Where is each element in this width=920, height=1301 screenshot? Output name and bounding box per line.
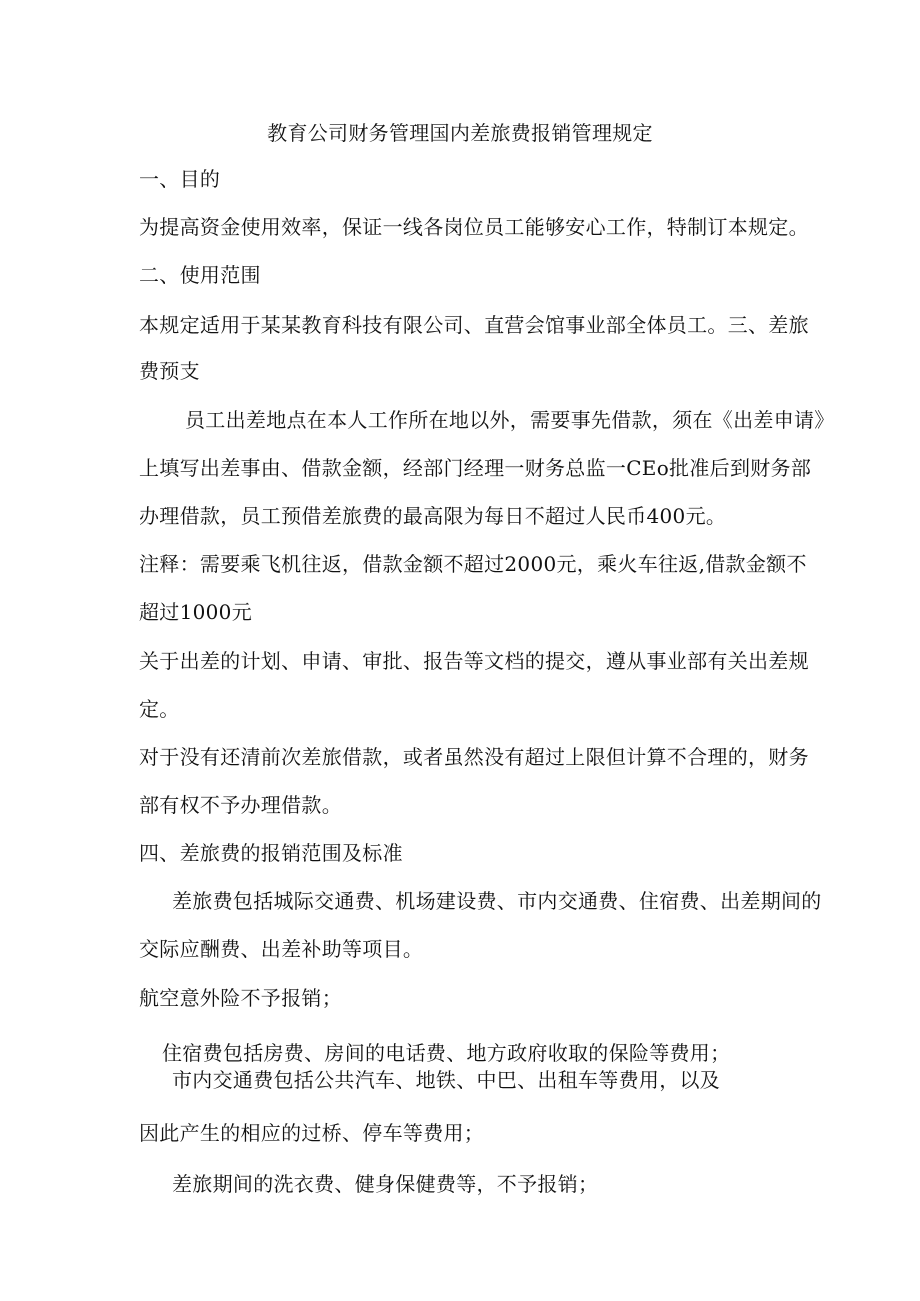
paragraph-line: 差旅期间的洗衣费、健身保健费等，不予报销； (172, 1172, 599, 1196)
section-heading-purpose: 一、目的 (139, 167, 221, 191)
paragraph-line: 定。 (139, 697, 180, 721)
paragraph-line: 因此产生的相应的过桥、停车等费用； (139, 1121, 485, 1145)
paragraph-line: 费预支 (139, 359, 200, 383)
section-heading-scope: 二、使用范围 (139, 263, 261, 287)
paragraph-line: 市内交通费包括公共汽车、地铁、中巴、出租车等费用，以及 (172, 1068, 721, 1092)
paragraph-line: 交际应酬费、出差补助等项目。 (139, 937, 424, 961)
paragraph-line: 办理借款，员工预借差旅费的最高限为每日不超过人民币400元。 (139, 504, 727, 528)
paragraph-line: 员工出差地点在本人工作所在地以外，需要事先借款，须在《出差申请》 (185, 408, 835, 432)
document-title: 教育公司财务管理国内差旅费报销管理规定 (267, 121, 653, 145)
paragraph-line: 部有权不予办理借款。 (139, 793, 342, 817)
paragraph-line: 对于没有还清前次差旅借款，或者虽然没有超过上限但计算不合理的，财务 (139, 745, 809, 769)
paragraph-line: 差旅费包括城际交通费、机场建设费、市内交通费、住宿费、出差期间的 (172, 889, 822, 913)
paragraph-line: 为提高资金使用效率，保证一线各岗位员工能够安心工作，特制订本规定。 (139, 215, 809, 239)
paragraph-line: 航空意外险不予报销； (139, 986, 342, 1010)
note-line: 注释：需要乘飞机往返，借款金额不超过2000元，乘火车往返,借款金额不 (139, 552, 807, 576)
paragraph-line: 关于出差的计划、申请、审批、报告等文档的提交，遵从事业部有关出差规 (139, 649, 809, 673)
paragraph-line: 上填写出差事由、借款金额，经部门经理一财务总监一CEo批准后到财务部 (139, 456, 812, 480)
paragraph-line: 住宿费包括房费、房间的电话费、地方政府收取的保险等费用； (162, 1041, 731, 1065)
note-line: 超过1000元 (139, 600, 252, 624)
section-heading-reimbursement: 四、差旅费的报销范围及标准 (139, 841, 403, 865)
paragraph-line: 本规定适用于某某教育科技有限公司、直营会馆事业部全体员工。三、差旅 (139, 313, 809, 337)
